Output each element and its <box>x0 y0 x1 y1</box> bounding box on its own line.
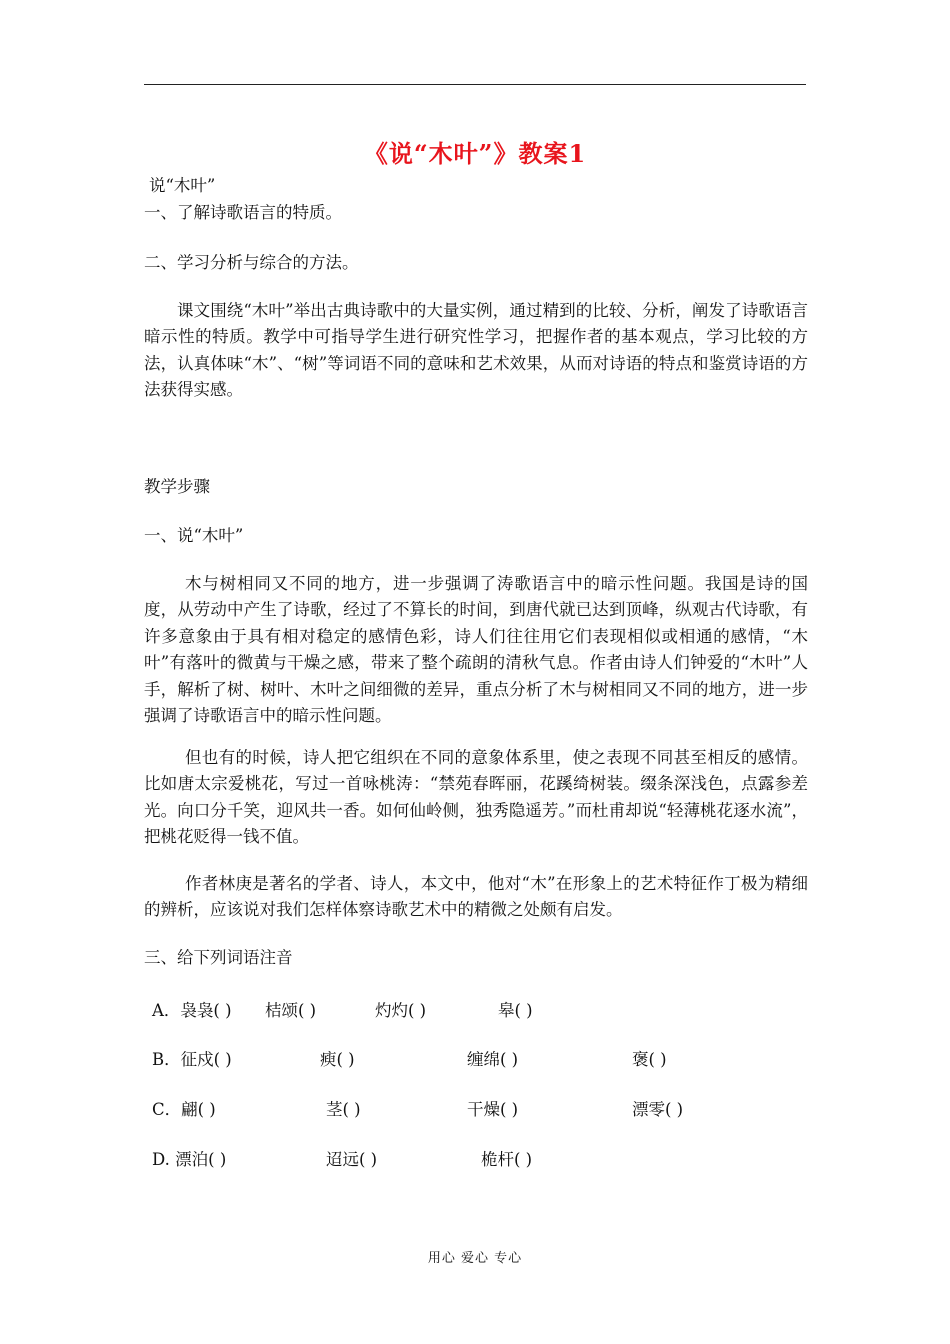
exercise-item: 瘐( ) <box>320 1050 355 1069</box>
exercise-item: 褒( ) <box>632 1050 667 1069</box>
exercise-row-b <box>152 1046 812 1070</box>
section1-paragraph-3: 作者林庚是著名的学者、诗人，本文中，他对“木”在形象上的艺术特征作丁极为精细的辨析，应该说对我们怎样体察诗歌艺术中的精微之处颇有启发。 <box>144 874 808 920</box>
exercise-item: 皋( ) <box>498 1001 533 1020</box>
objective-2: 二、学习分析与综合的方法。 <box>144 253 359 272</box>
exercise-item: D. 漂泊( ) <box>152 1150 227 1169</box>
section1-paragraph-2: 但也有的时候，诗人把它组织在不同的意象体系里，使之表现不同甚至相反的感情。比如唐太宗爱桃花，写过一首咏桃涛：“禁苑春晖丽，花蹊绮树装。缀条深浅色，点露参差光。向口分千笑，迎风共一香。如何仙岭侧，独秀隐遥芳。”而杜甫却说“轻薄桃花逐水流”，把桃花贬得一钱不值。 <box>144 748 808 847</box>
exercise-row-c <box>152 1096 812 1120</box>
section3-heading: 三、给下列词语注音 <box>144 948 293 967</box>
exercise-item: 桔颂( ) <box>265 1001 317 1020</box>
page-title: 《说“木叶”》教案1 <box>363 139 587 168</box>
exercise-item: 灼灼( ) <box>375 1001 427 1020</box>
objective-1: 一、了解诗歌语言的特质。 <box>144 203 342 222</box>
exercise-item: 茎( ) <box>326 1100 361 1119</box>
exercise-item: 干燥( ) <box>467 1100 519 1119</box>
exercise-item: 漂零( ) <box>632 1100 684 1119</box>
intro-paragraph: 课文围绕“木叶”举出古典诗歌中的大量实例，通过精到的比较、分析，阐发了诗歌语言暗示性的特质。教学中可指导学生进行研究性学习，把握作者的基本观点，学习比较的方法，认真体味“木”、“树”等词语不同的意味和艺术效果，从而对诗语的特点和鉴赏诗语的方法获得实感。 <box>144 301 808 400</box>
exercise-row-d <box>152 1146 812 1170</box>
exercise-item: 桅杆( ) <box>481 1150 533 1169</box>
page-footer: 用心 爱心 专心 <box>427 1251 523 1266</box>
steps-heading: 教学步骤 <box>144 477 210 496</box>
exercise-item: C．翩( ) <box>152 1100 216 1119</box>
exercise-row-a <box>152 997 812 1021</box>
exercise-item: 缠绵( ) <box>467 1050 519 1069</box>
section1-heading: 一、说“木叶” <box>144 526 244 545</box>
section1-paragraph-1: 木与树相同又不同的地方，进一步强调了涛歌语言中的暗示性问题。我国是诗的国度，从劳动中产生了诗歌，经过了不算长的时间，到唐代就已达到顶峰，纵观古代诗歌，有许多意象由于具有相对稳定的感情色彩，诗人们往往用它们表现相似或相通的感情，“木叶”有落叶的微黄与干燥之感，带来了整个疏朗的清秋气息。作者由诗人们钟爱的“木叶”人手，解析了树、树叶、木叶之间细微的差异，重点分析了木与树相同又不同的地方，进一步强调了诗歌语言中的暗示性问题。 <box>144 574 808 726</box>
subtitle: 说“木叶” <box>149 176 216 195</box>
exercise-item: 迢远( ) <box>326 1150 378 1169</box>
exercise-item: A．袅袅( ) <box>152 1001 232 1020</box>
exercise-item: B．征戍( ) <box>152 1050 232 1069</box>
header-rule <box>144 84 806 85</box>
